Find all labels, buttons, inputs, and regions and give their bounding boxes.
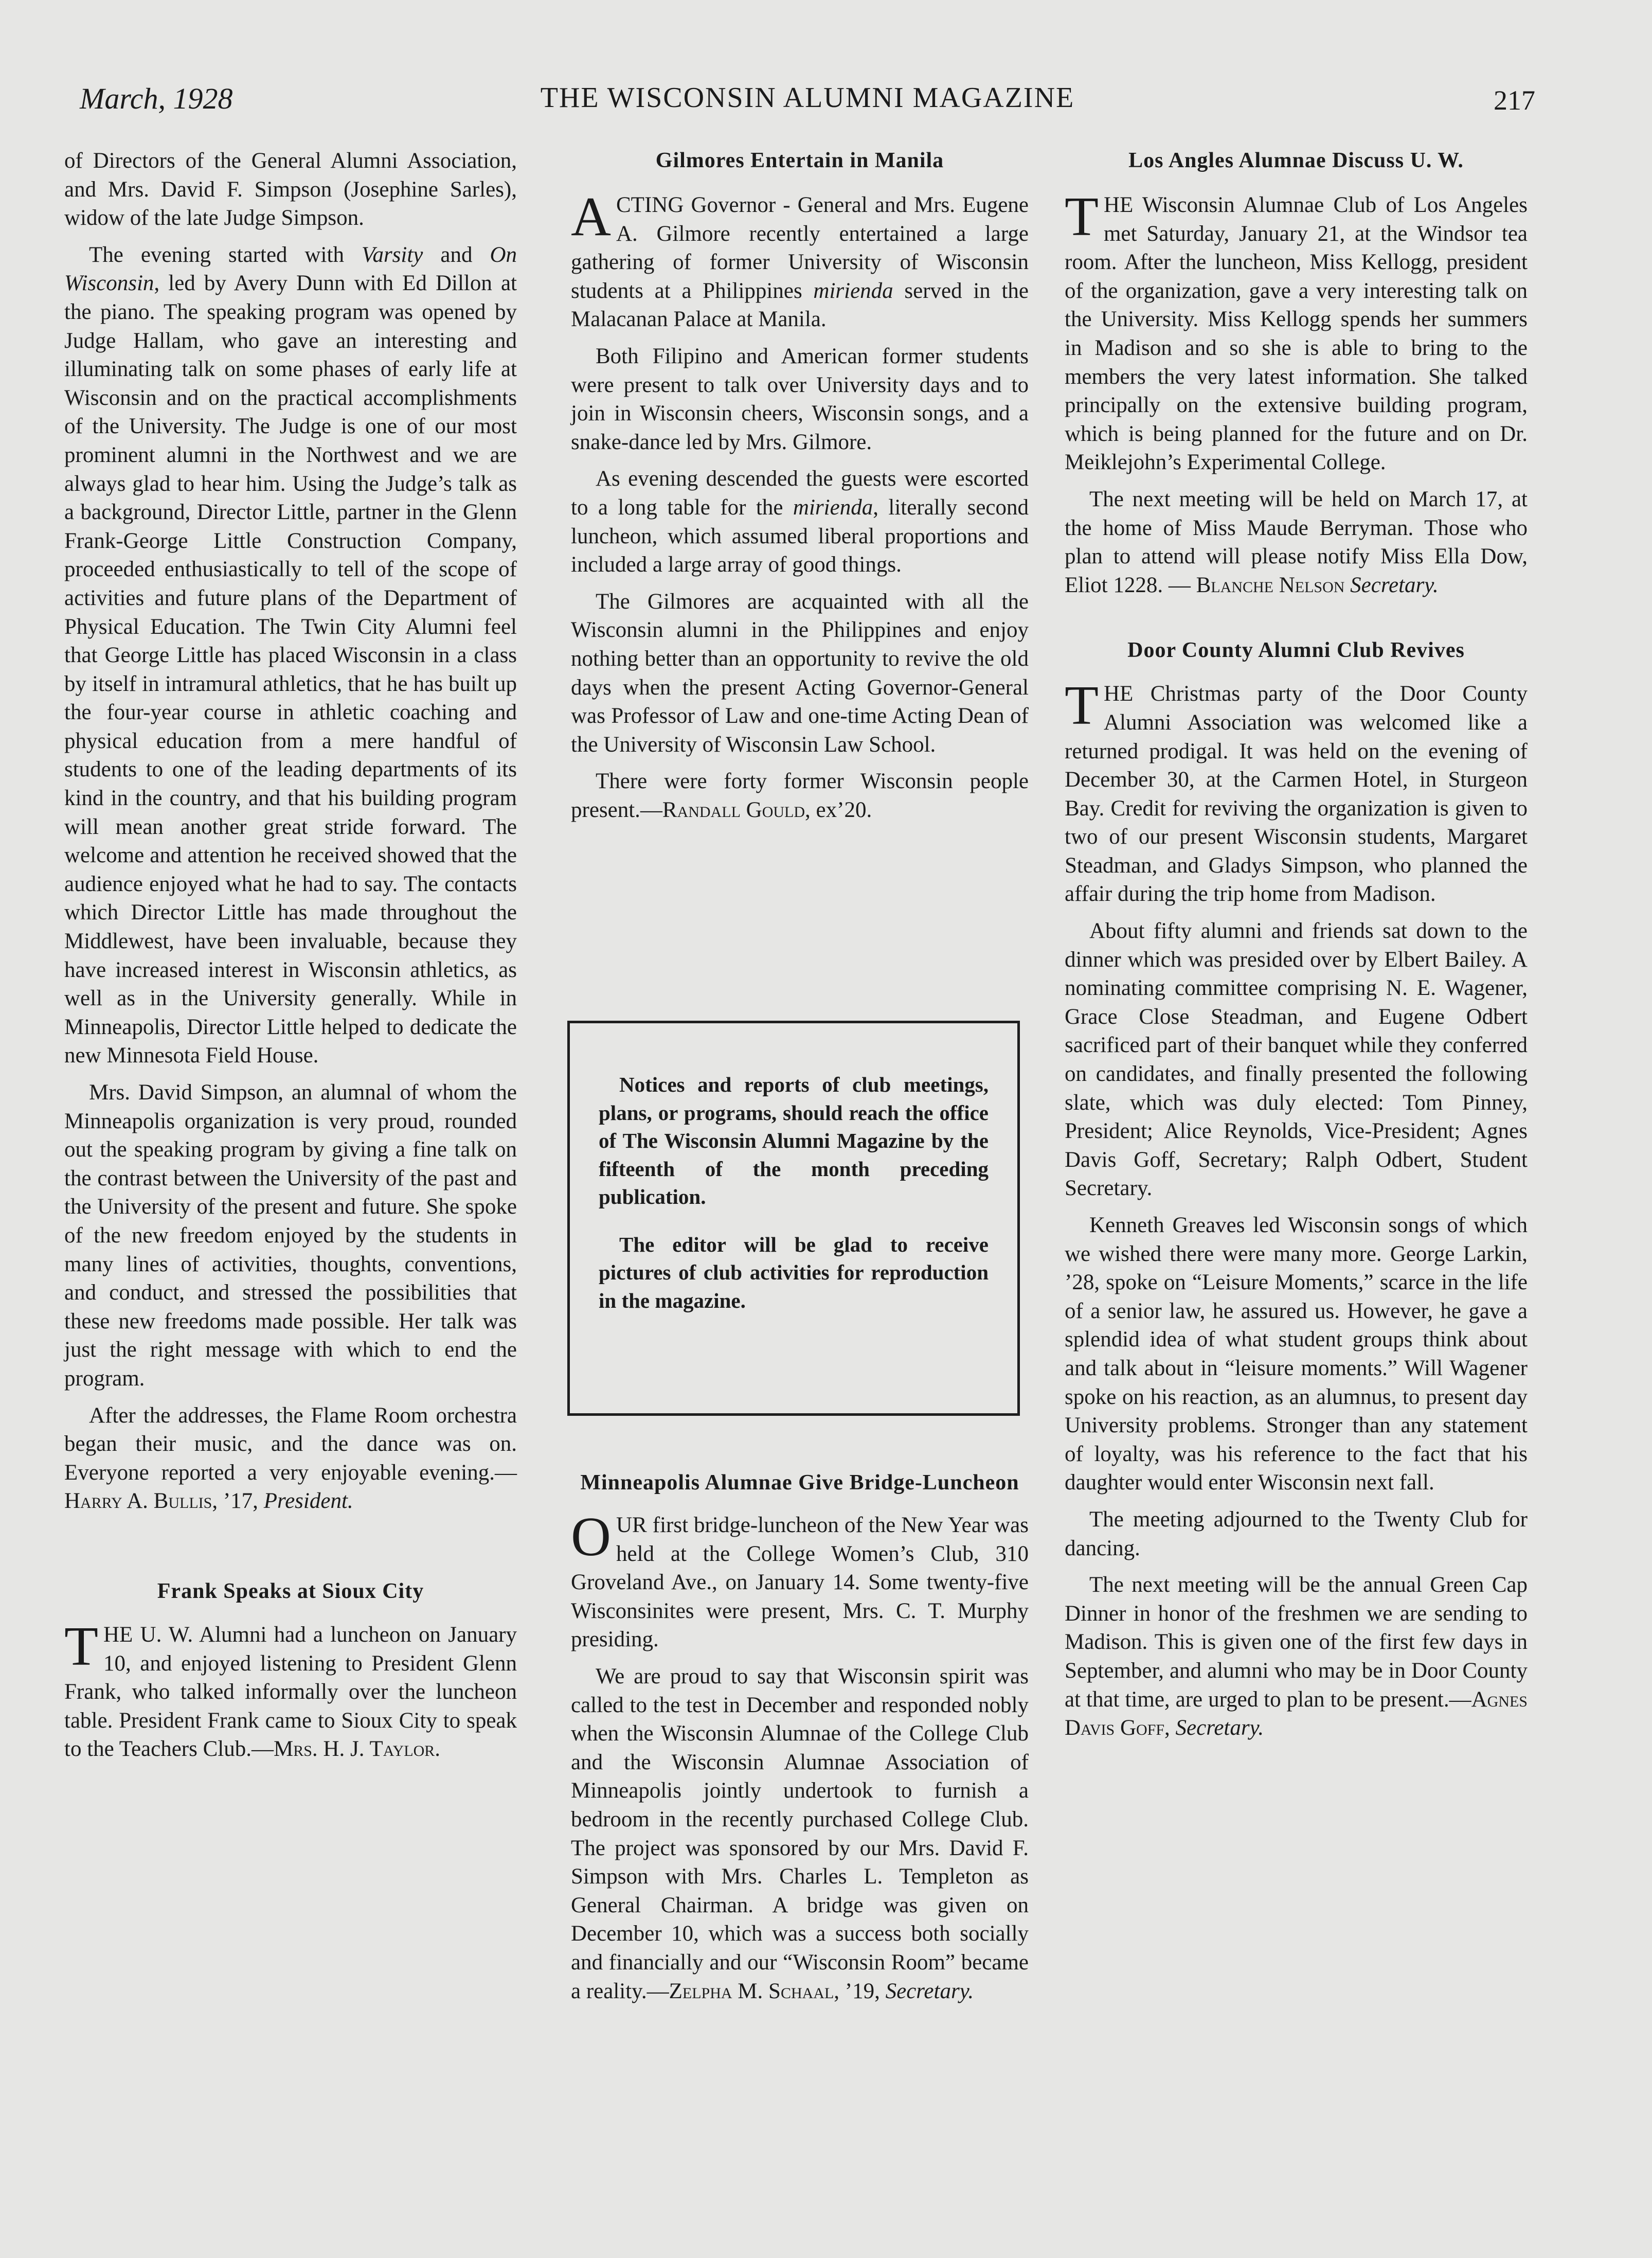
column-2 bbox=[571, 147, 1029, 832]
column-1 bbox=[64, 147, 517, 1772]
section-heading: Gilmores Entertain in Manila bbox=[655, 149, 944, 172]
paragraph: The Gilmores are acquainted with all the Wisconsin alumni in the Philippines and enjoy nothing better than an opportunity to revive the old days when the present Acting Governor-General was Professor of Law and one-time Acting Dean of the University of Wisconsin Law School. bbox=[571, 589, 1029, 757]
author-signature: Zelpha M. Schaal bbox=[669, 1979, 834, 2003]
author-signature: Blanche Nelson bbox=[1196, 573, 1345, 597]
drop-cap: T bbox=[1065, 186, 1099, 247]
editorial-notice-box bbox=[567, 1021, 1020, 1416]
paragraph: Both Filipino and American former students were present to talk over University days and to join in Wisconsin cheers, Wisconsin songs, and a snake-dance led by Mrs. Gilmore. bbox=[571, 344, 1029, 454]
paragraph: About fifty alumni and friends sat down to the dinner which was presided over by Elbert Bailey. A nominating committee comprising N. E. Wagener, Grace Close Steadman, and Eugene Odbert sacrificed part of their banquet while they conferred on candidates, and finally presented the following slate, which was duly elected: Tom Pinney, President; Alice Reynolds, Vice-President; Agnes Davis Goff, Secretary; Ralph Odbert, Student Secretary. bbox=[1065, 919, 1528, 1201]
magazine-title: THE WISCONSIN ALUMNI MAGAZINE bbox=[540, 82, 1075, 114]
paragraph: Mrs. David Simpson, an alumnal of whom the Minneapolis organization is very proud, rounded out the speaking program by giving a fine talk on the contrast between the University of the past and the University of the present and future. She spoke of the new freedom enjoyed by the students in many lines of activities, thoughts, conventions, and conduct, and stressed the possibilities that these new freedoms made possible. Her talk was just the right message with which to end the program. bbox=[64, 1080, 517, 1391]
drop-cap: O bbox=[571, 1506, 611, 1568]
author-title: President. bbox=[263, 1489, 353, 1514]
running-head bbox=[80, 81, 1535, 122]
author-title: Secretary. bbox=[1350, 573, 1439, 597]
paragraph: The meeting adjourned to the Twenty Club for dancing. bbox=[1065, 1507, 1528, 1560]
column-2-lower bbox=[571, 1469, 1029, 2014]
song-title: Varsity bbox=[361, 242, 423, 267]
notice-text: The editor will be glad to receive pictures of club activities for reproduction in the magazine. bbox=[599, 1232, 989, 1312]
paragraph: There were forty former Wisconsin people present.—Randall Gould, ex’20. bbox=[571, 769, 1029, 822]
section-heading: Minneapolis Alumnae Give Bridge-Luncheon bbox=[580, 1471, 1019, 1495]
page-number: 217 bbox=[1494, 85, 1535, 116]
paragraph: After the addresses, the Flame Room orchestra began their music, and the dance was on. Everyone reported a very enjoyable evening.—Harry A. Bullis, ’17, President. bbox=[64, 1403, 517, 1514]
paragraph: ACTING Governor - General and Mrs. Eugene A. Gilmore recently entertained a large gathering of former University of Wisconsin students at a Philippines mirienda served in the Malacanan Palace at Manila. bbox=[571, 186, 1029, 332]
column-3 bbox=[1065, 147, 1528, 1751]
paragraph: of Directors of the General Alumni Association, and Mrs. David F. Simpson (Josephine Sarles), widow of the late Judge Simpson. bbox=[64, 149, 517, 230]
paragraph: We are proud to say that Wisconsin spirit was called to the test in December and responded nobly when the Wisconsin Alumnae of the College Club and the Wisconsin Alumnae Association of Minneapolis jointly undertook to furnish a bedroom in the recently purchased College Club. The project was sponsored by our Mrs. David F. Simpson with Mrs. Charles L. Templeton as General Chairman. A bridge was given on December 10, which was a success both socially and financially and our “Wisconsin Room” became a reality.—Zelpha M. Schaal, ’19, Secretary. bbox=[571, 1664, 1029, 2003]
author-signature: Agnes Davis Goff bbox=[1065, 1687, 1528, 1740]
paragraph: THE Wisconsin Alumnae Club of Los Angeles met Saturday, January 21, at the Windsor tea room. After the luncheon, Miss Kellogg, president of the organization, gave a very interesting talk on the University. Miss Kellogg spends her summers in Madison and so she is able to bring to the members the very latest information. She talked principally on the extensive building program, which is being planned for the future and on Dr. Meiklejohn’s Experimental College. bbox=[1065, 186, 1528, 475]
drop-cap: A bbox=[571, 186, 611, 247]
drop-cap: T bbox=[64, 1615, 98, 1677]
author-signature: Randall Gould bbox=[662, 797, 805, 822]
section-heading: Door County Alumni Club Revives bbox=[1127, 638, 1465, 663]
paragraph: Kenneth Greaves led Wisconsin songs of which we wished there were many more. George Larkin, ’28, spoke on “Leisure Moments,” scarce in the life of a senior law, he assured us. However, he gave a splendid idea of what student groups think about and talk about in “leisure moments.” Will Wagener spoke on his reaction, as an alumnus, to present day University problems. Stronger than any statement of loyalty, was his reference to the fact that his daughter would enter Wisconsin next fall. bbox=[1065, 1213, 1528, 1495]
paragraph: The next meeting will be held on March 17, at the home of Miss Maude Berryman. Those who plan to attend will please notify Miss Ella Dow, Eliot 1228. — Blanche Nelson Secretary. bbox=[1065, 487, 1528, 597]
paragraph: OUR first bridge-luncheon of the New Year was held at the College Women’s Club, 310 Groveland Ave., on January 14. Some twenty-five Wisconsinites were present, Mrs. C. T. Murphy presiding. bbox=[571, 1506, 1029, 1652]
drop-cap: T bbox=[1065, 675, 1099, 737]
paragraph: THE U. W. Alumni had a luncheon on January 10, and enjoyed listening to President Glenn Frank, who talked informally over the luncheon table. President Frank came to Sioux City to speak to the Teachers Club.—Mrs. H. J. Taylor. bbox=[64, 1615, 517, 1762]
author-signature: Mrs. H. J. Taylor. bbox=[274, 1737, 441, 1762]
paragraph: The next meeting will be the annual Green Cap Dinner in honor of the freshmen we are sending to Madison. This is given one of the first few days in September, and alumni who may be in Door County at that time, are urged to plan to be present.—Agnes Davis Goff, Secretary. bbox=[1065, 1573, 1528, 1740]
notice-text: Notices and reports of club meetings, plans, or programs, should reach the office of The Wisconsin Alumni Magazine by the fifteenth of the month preceding publication. bbox=[599, 1073, 989, 1208]
author-signature: Harry A. Bullis bbox=[64, 1489, 212, 1514]
section-heading: Frank Speaks at Sioux City bbox=[157, 1579, 424, 1603]
paragraph: The evening started with Varsity and On Wisconsin, led by Avery Dunn with Ed Dillon at the piano. The speaking program was opened by Judge Hallam, who gave an interesting and illuminating talk on some phases of early life at Wisconsin and on the practical accomplishments of the University. The Judge is one of our most prominent alumni in the Northwest and we are always glad to hear him. Using the Judge’s talk as a background, Director Little, partner in the Glenn Frank-George Little Construction Company, proceeded enthusiastically to tell of the scope of activities and future plans of the Department of Physical Education. The Twin City Alumni feel that George Little has placed Wisconsin in a class by itself in intramural athletics, that he has built up the four-year course in athletic coaching and physical education from a mere handful of students to one of the leading departments of its kind in the country, and that his building program will mean another great stride forward. The welcome and attention he received showed that the audience enjoyed what he had to say. The contacts which Director Little has made throughout the Middlewest, have been invaluable, because they have increased interest in Wisconsin athletics, as well as in the University generally. While in Minneapolis, Director Little helped to dedicate the new Minnesota Field House. bbox=[64, 242, 517, 1068]
author-title: Secretary. bbox=[1175, 1716, 1264, 1740]
issue-date: March, 1928 bbox=[80, 82, 233, 115]
paragraph: As evening descended the guests were escorted to a long table for the mirienda, literally second luncheon, which assumed liberal proportions and included a large array of good things. bbox=[571, 467, 1029, 577]
section-heading: Los Angles Alumnae Discuss U. W. bbox=[1128, 149, 1464, 172]
paragraph: THE Christmas party of the Door County Alumni Association was welcomed like a returned prodigal. It was held on the evening of December 30, at the Carmen Hotel, in Sturgeon Bay. Credit for reviving the organization is given to two of our present Wisconsin students, Margaret Steadman, and Gladys Simpson, who planned the affair during the trip home from Madison. bbox=[1065, 675, 1528, 906]
song-title: On Wisconsin bbox=[64, 242, 517, 296]
